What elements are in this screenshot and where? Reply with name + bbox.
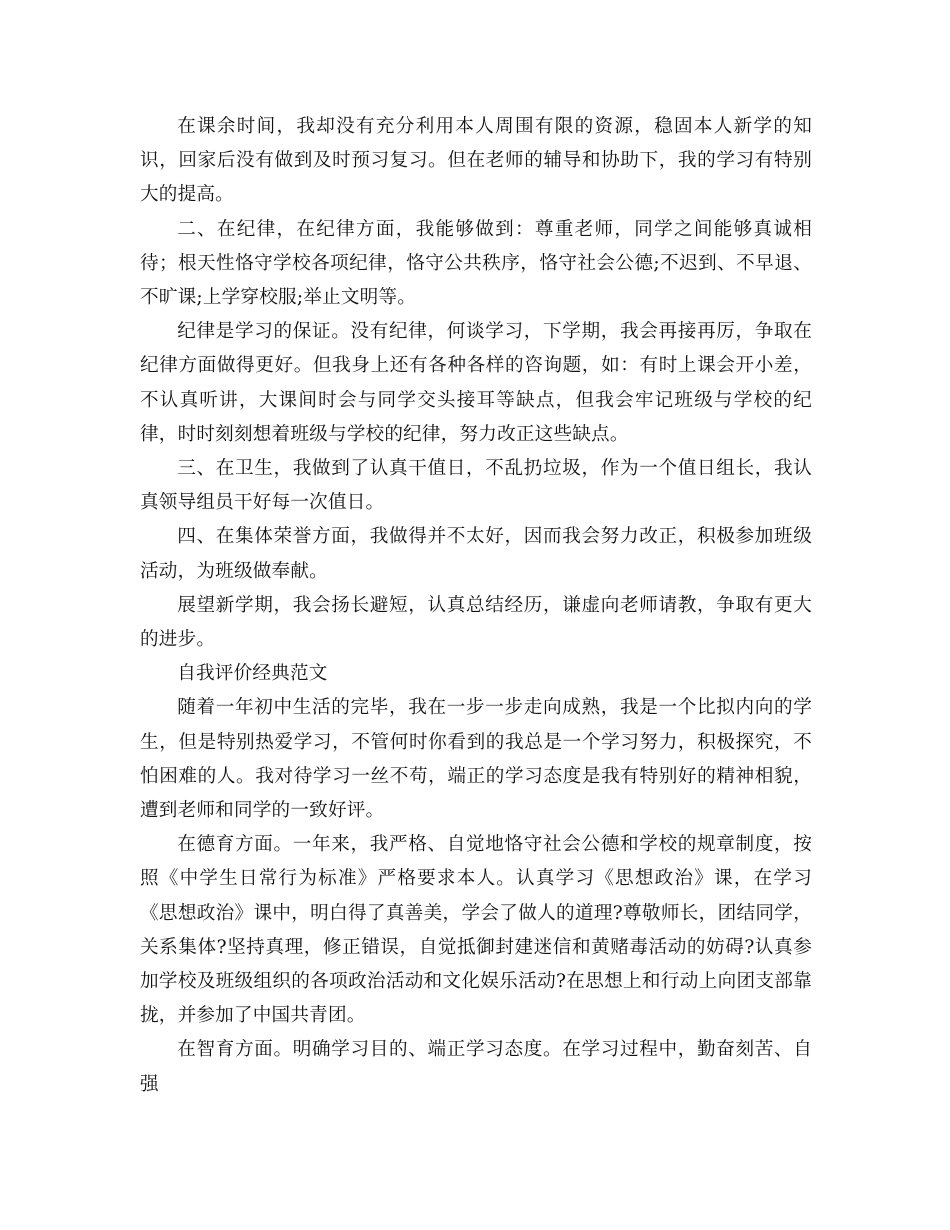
paragraph-hygiene: 三、在卫生，我做到了认真干值日，不乱扔垃圾，作为一个值日组长，我认真领导组员干好每一次值日。 xyxy=(140,458,812,514)
paragraph-study-resources: 在课余时间，我却没有充分利用本人周围有限的资源，稳固本人新学的知识，回家后没有做到及时预习复习。但在老师的辅导和协助下，我的学习有特别大的提高。 xyxy=(140,116,812,206)
paragraph-intellectual-education: 在智育方面。明确学习目的、端正学习态度。在学习过程中，勤奋刻苦、自强 xyxy=(140,1039,812,1095)
paragraph-discipline: 二、在纪律，在纪律方面，我能够做到：尊重老师，同学之间能够真诚相待；根天性恪守学校各项纪律，恪守公共秩序，恪守社会公德;不迟到、不早退、不旷课;上学穿校服;举止文明等。 xyxy=(140,218,812,309)
paragraph-discipline-guarantee: 纪律是学习的保证。没有纪律，何谈学习，下学期，我会再接再厉，争取在纪律方面做得更好。但我身上还有各种各样的咨询题，如：有时上课会开小差，不认真听讲，大课间时会与同学交头接耳等缺点，但我会牢记班级与学校的纪律，时时刻刻想着班级与学校的纪律，努力改正这些缺点。 xyxy=(140,321,812,445)
paragraph-collective-honor: 四、在集体荣誉方面，我做得并不太好，因而我会努力改正，积极参加班级活动，为班级做奉献。 xyxy=(140,526,812,582)
section-heading: 自我评价经典范文 xyxy=(177,663,328,685)
document-body xyxy=(140,110,812,1102)
paragraph-introduction: 随着一年初中生活的完毕，我在一步一步走向成熟，我是一个比拟内向的学生，但是特别热爱学习，不管何时你看到的我总是一个学习努力，积极探究，不怕困难的人。我对待学习一丝不苟，端正的学习态度是我有特别好的精神相貌，遭到老师和同学的一致好评。 xyxy=(140,697,812,822)
paragraph-outlook: 展望新学期，我会扬长避短，认真总结经历，谦虚向老师请教，争取有更大的进步。 xyxy=(140,594,812,651)
paragraph-moral-education: 在德育方面。一年来，我严格、自觉地恪守社会公德和学校的规章制度，按照《中学生日常行为标准》严格要求本人。认真学习《思想政治》课，在学习《思想政治》课中，明白得了真善美，学会了做人的道理?尊敬师长，团结同学，关系集体?坚持真理，修正错误，自觉抵御封建迷信和黄赌毒活动的妨碍?认真参加学校及班级组织的各项政治活动和文化娱乐活动?在思想上和行动上向团支部靠拢，并参加了中国共青团。 xyxy=(140,834,812,1027)
